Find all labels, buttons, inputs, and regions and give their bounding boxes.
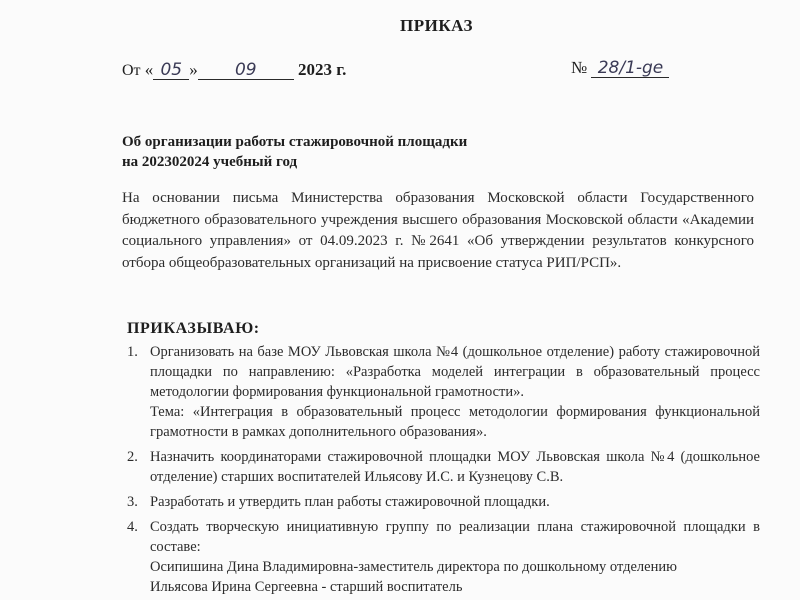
order-number [571, 58, 669, 78]
order-item-1 [122, 342, 760, 442]
item-number: 2. [127, 449, 138, 465]
item-topic: Тема: «Интеграция в образовательный процесс методологии формирования функциональной грамотности в рамках дополнительного образования». [150, 404, 760, 440]
date-open-quote: « [144, 60, 154, 79]
number-value: 28/1-ge [591, 59, 669, 78]
order-items [122, 342, 760, 597]
group-member: Осипишина Дина Владимировна-заместитель директора по дошкольному отделению [150, 559, 677, 575]
item-number: 4. [127, 519, 138, 535]
date-close-quote: » [189, 60, 198, 79]
preamble [122, 188, 754, 274]
number-prefix: № [571, 58, 588, 77]
order-heading: ПРИКАЗЫВАЮ: [127, 320, 260, 337]
order-item-3 [122, 492, 760, 512]
date-prefix: От [122, 62, 141, 79]
group-member: Ильясова Ирина Сергеевна - старший воспитатель [150, 579, 463, 595]
item-text: Создать творческую инициативную группу по реализации плана стажировочной площадки в составе: [150, 519, 760, 555]
item-number: 3. [127, 494, 138, 510]
subject-line-1: Об организации работы стажировочной площадки [122, 134, 468, 150]
item-text: Организовать на базе МОУ Львовская школа №4 (дошкольное отделение) работу стажировочной площадки по направлению: «Разработка моделей интеграции в образовательный процесс методологии формирования функциональной грамотности». [150, 344, 760, 400]
date-day: 05 [153, 61, 189, 80]
order-item-4 [122, 517, 760, 597]
date-year: 2023 г. [298, 60, 347, 79]
item-text: Назначить координаторами стажировочной площадки МОУ Львовская школа №4 (дошкольное отделение) старших воспитателей Ильясову И.С. и Кузнецову С.В. [150, 449, 760, 485]
document-title: ПРИКАЗ [400, 16, 473, 35]
preamble-text: На основании письма Министерства образования Московской области Государственного бюджетного образовательного учреждения высшего образования Московской области «Академии социального управления» от 04.09.2023 г. №2641 «Об утверждении результатов конкурсного отбора общеобразовательных организаций на присвоение статуса РИП/РСП». [122, 190, 754, 271]
subject-line-2: на 202302024 учебный год [122, 154, 298, 170]
date-month: 09 [198, 61, 294, 80]
order-date [122, 60, 346, 80]
item-text: Разработать и утвердить план работы стажировочной площадки. [150, 494, 550, 510]
item-number: 1. [127, 344, 138, 360]
order-subject [122, 132, 467, 172]
order-item-2 [122, 447, 760, 487]
